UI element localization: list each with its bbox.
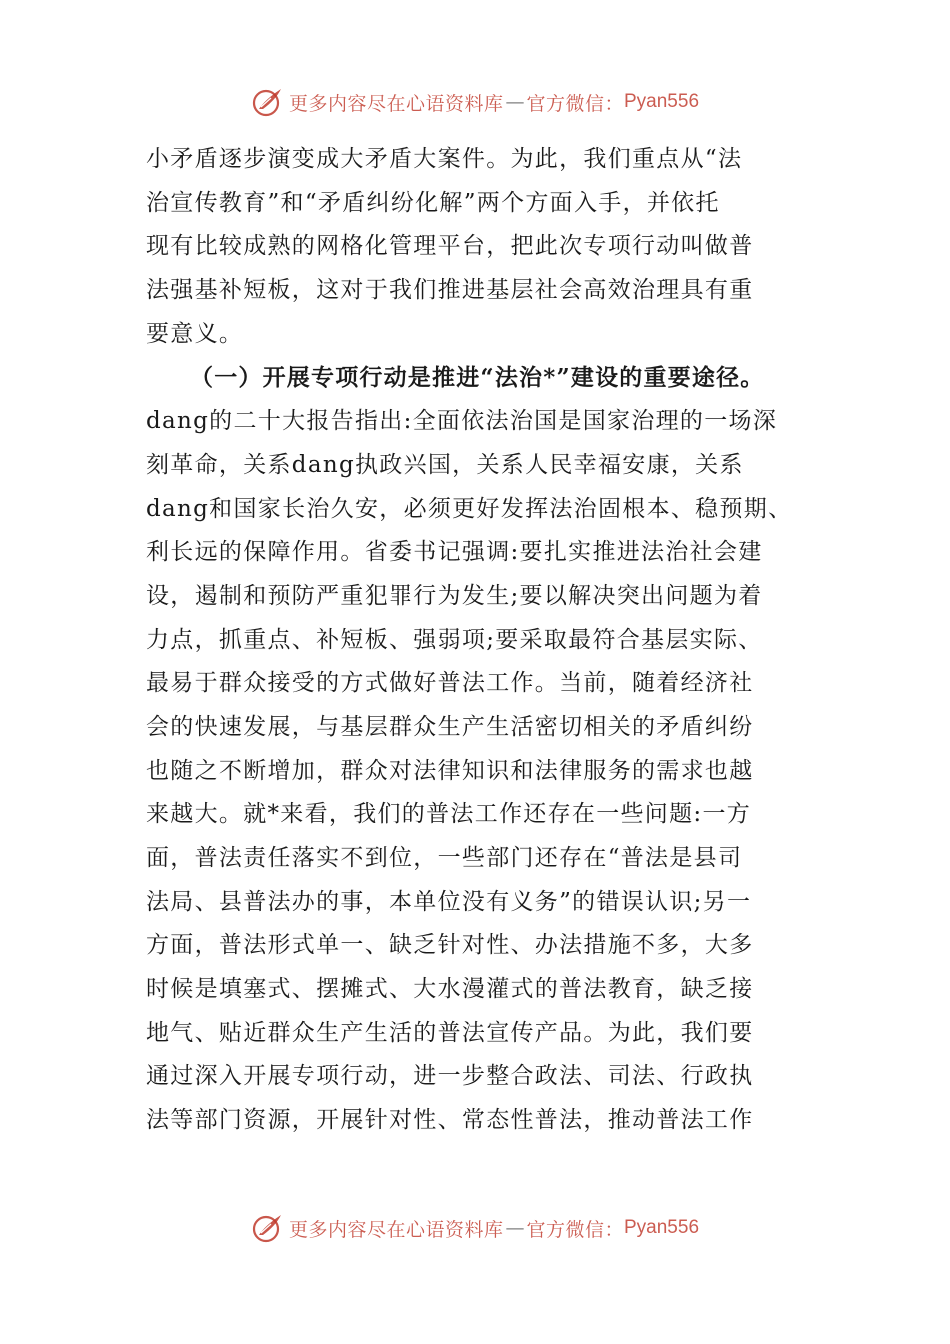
quill-pen-seal-icon [251, 85, 285, 119]
paragraph-line: 治宣传教育”和“矛盾纠纷化解”两个方面入手，并依托 [146, 189, 720, 216]
banner-middle-text: 官方微信： [526, 1218, 624, 1241]
paragraph-line: 来越大。就*来看，我们的普法工作还存在一些问题:一方 [146, 801, 752, 828]
banner-separator: — [505, 1217, 525, 1239]
banner-middle-text: 官方微信： [526, 92, 624, 115]
paragraph-line: 法等部门资源，开展针对性、常态性普法，推动普法工作 [146, 1107, 754, 1134]
paragraph-line: dang的二十大报告指出:全面依法治国是国家治理的一场深 [146, 408, 778, 435]
paragraph-line: 法强基补短板，这对于我们推进基层社会高效治理具有重 [146, 277, 754, 304]
paragraph-line: 刻革命，关系dang执政兴国，关系人民幸福安康，关系 [146, 451, 744, 478]
paragraph-line: 时候是填塞式、摆摊式、大水漫灌式的普法教育，缺乏接 [146, 976, 754, 1003]
banner-prefix-text: 更多内容尽在心语资料库 [288, 1218, 504, 1241]
paragraph-line: 小矛盾逐步演变成大矛盾大案件。为此，我们重点从“法 [146, 146, 743, 172]
paragraph-line: 地气、贴近群众生产生活的普法宣传产品。为此，我们要 [146, 1019, 754, 1046]
paragraph-line: 法局、县普法办的事，本单位没有义务”的错误认识;另一 [146, 888, 752, 915]
paragraph-line: 方面，普法形式单一、缺乏针对性、办法措施不多，大多 [146, 932, 754, 959]
section-heading: （一）开展专项行动是推进“法治*”建设的重要途径。 [190, 364, 765, 392]
header-watermark-banner [0, 82, 950, 122]
paragraph-line: 设，遏制和预防严重犯罪行为发生;要以解决突出问题为着 [146, 582, 763, 609]
paragraph-line: 现有比较成熟的网格化管理平台，把此次专项行动叫做普 [146, 233, 754, 260]
document-body [146, 138, 806, 1143]
quill-pen-seal-icon [251, 1211, 285, 1245]
paragraph-line: 也随之不断增加，群众对法律知识和法律服务的需求也越 [146, 757, 754, 784]
paragraph-line: 利长远的保障作用。省委书记强调:要扎实推进法治社会建 [146, 539, 763, 566]
paragraph-line: dang和国家长治久安，必须更好发挥法治固根本、稳预期、 [146, 495, 793, 522]
paragraph-line: 通过深入开展专项行动，进一步整合政法、司法、行政执 [146, 1063, 754, 1090]
banner-prefix-text: 更多内容尽在心语资料库 [288, 92, 504, 115]
banner-account-text: Pyan556 [624, 91, 700, 112]
banner-account-text: Pyan556 [624, 1217, 700, 1238]
paragraph-line: 最易于群众接受的方式做好普法工作。当前，随着经济社 [146, 670, 754, 697]
paragraph-line: 要意义。 [146, 320, 244, 347]
paragraph-line: 面，普法责任落实不到位，一些部门还存在“普法是县司 [146, 845, 743, 871]
paragraph-line: 会的快速发展，与基层群众生产生活密切相关的矛盾纠纷 [146, 713, 754, 740]
paragraph-line: 力点，抓重点、补短板、强弱项;要采取最符合基层实际、 [146, 626, 763, 653]
footer-watermark-banner [0, 1208, 950, 1248]
banner-separator: — [505, 91, 525, 113]
